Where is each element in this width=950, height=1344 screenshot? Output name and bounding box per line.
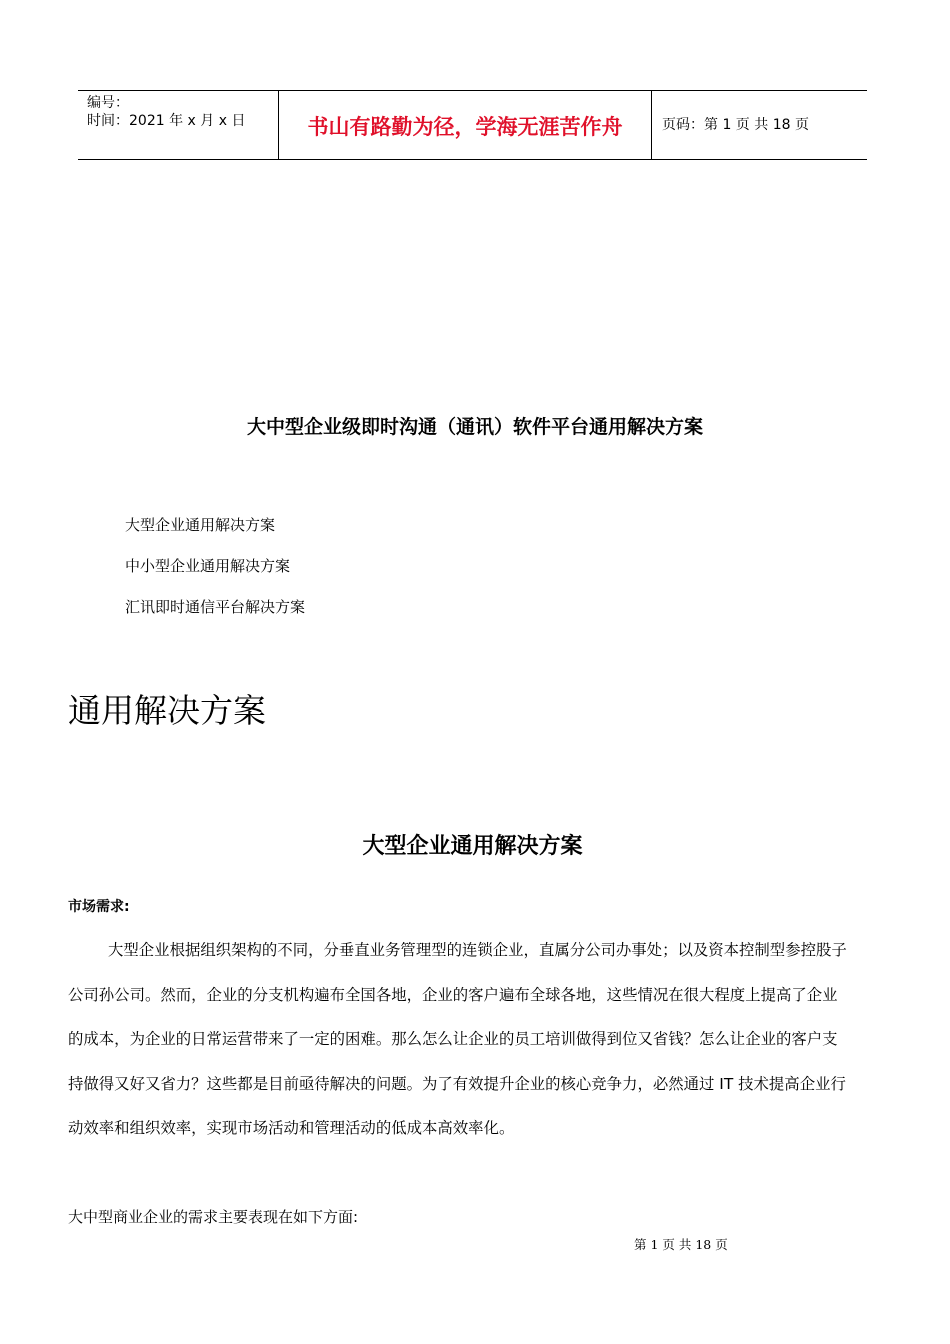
- toc-item-huixun-platform[interactable]: 汇讯即时通信平台解决方案: [125, 598, 306, 616]
- section-heading: 通用解决方案: [68, 691, 266, 730]
- page-header: [78, 90, 867, 160]
- header-motto: 书山有路勤为径，学海无涯苦作舟: [307, 114, 623, 139]
- header-page-info: 页码：第 1 页 共 18 页: [662, 117, 809, 133]
- toc-item-large-enterprise[interactable]: 大型企业通用解决方案: [125, 516, 276, 534]
- paragraph-line: 大型企业根据组织架构的不同，分垂直业务管理型的连锁企业，直属分公司办事处；以及资本控制型参控股子: [108, 941, 847, 959]
- document-number-label: 编号：: [87, 95, 129, 111]
- header-page-cell: [652, 91, 867, 159]
- document-date-label: 时间：2021 年 x 月 x 日: [87, 113, 246, 129]
- page-footer: 第 1 页 共 18 页: [634, 1237, 728, 1252]
- body-paragraph: [68, 938, 880, 1161]
- market-demand-label: 市场需求:: [68, 899, 130, 915]
- requirements-intro: 大中型商业企业的需求主要表现在如下方面:: [68, 1208, 359, 1226]
- paragraph-line: 动效率和组织效率，实现市场活动和管理活动的低成本高效率化。: [68, 1119, 515, 1137]
- document-title: 大中型企业级即时沟通（通讯）软件平台通用解决方案: [246, 416, 703, 438]
- paragraph-line: 公司孙公司。然而，企业的分支机构遍布全国各地，企业的客户遍布全球各地，这些情况在很大程度上提高了企业: [68, 985, 838, 1004]
- paragraph-line: 的成本，为企业的日常运营带来了一定的困难。那么怎么让企业的员工培训做得到位又省钱？怎么让企业的客户支: [68, 1030, 838, 1048]
- paragraph-line: 持做得又好又省力？这些都是目前亟待解决的问题。为了有效提升企业的核心竞争力，必然通过 IT 技术提高企业行: [68, 1074, 846, 1093]
- sub-heading: 大型企业通用解决方案: [362, 833, 583, 859]
- table-of-contents: [125, 515, 305, 638]
- header-motto-cell: [279, 91, 652, 159]
- toc-item-sme[interactable]: 中小型企业通用解决方案: [125, 557, 291, 575]
- header-meta-cell: [78, 91, 279, 159]
